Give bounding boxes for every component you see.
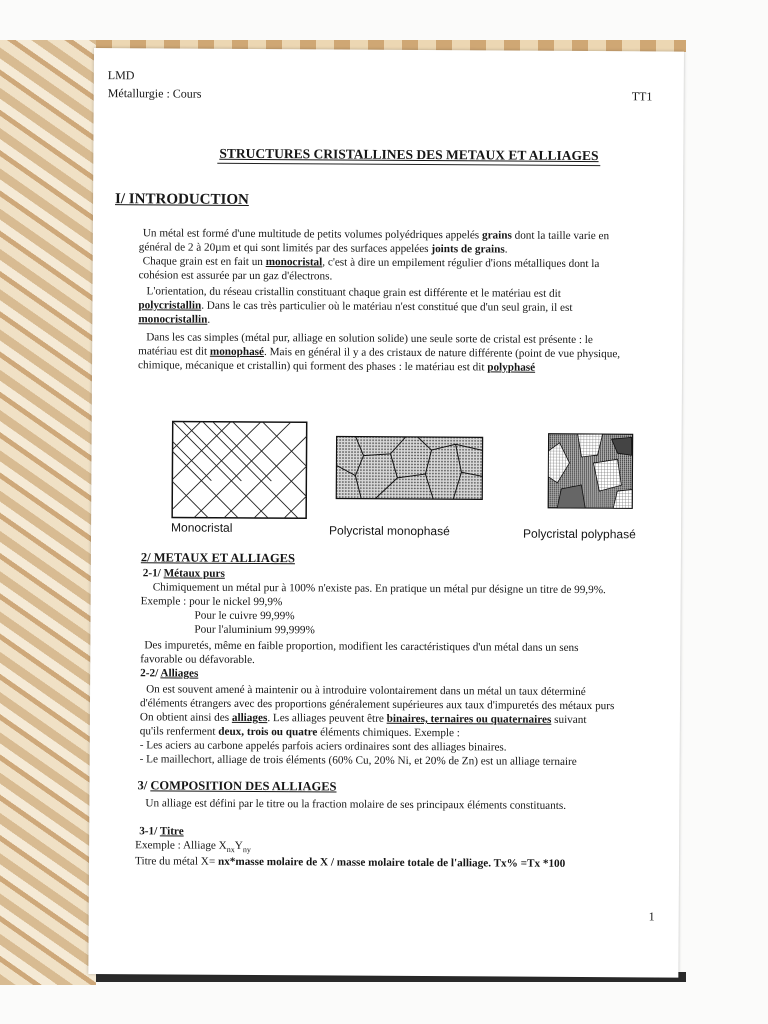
header-course-name: Métallurgie : Cours [107,86,202,101]
paragraph-line: On est souvent amené à maintenir ou à introduire volontairement dans un métal un taux déterminé [146,683,586,699]
paragraph-line: matériau est dit monophasé. Mais en général il y a des cristaux de nature différente (point de vue physique, [138,345,621,361]
paragraph-line: On obtient ainsi des alliages. Les alliages peuvent être binaires, ternaires ou quaternaires suivant [139,711,587,727]
subsection-heading-title: 3-1/ Titre [139,825,184,838]
formula-line: Titre du métal X= nx*masse molaire de X / masse molaire totale de l'alliage. Tx% =Tx *100 [134,855,566,870]
subsection-heading-alloys: 2-2/ Alliages [140,667,199,680]
monocrystal-diagram [171,420,308,519]
monophase-polycrystal-diagram [335,435,483,500]
paragraph-line: Exemple : pour le nickel 99,9% [140,595,283,609]
section-heading-introduction: I/ INTRODUCTION [115,191,249,208]
subsection-heading-pure-metals: 2-1/ Métaux purs [142,567,225,580]
paragraph-line: général de 2 à 20µm et qui sont limités par des surfaces appelées joints de grains. [138,241,508,256]
paragraph-line: chimique, mécanique et cristallin) qui forment des phases : le matériau est dit polyphasé [138,359,536,374]
paragraph-line: cohésion est assurée par un gaz d'électrons. [138,269,333,283]
paragraph-line: Chimiquement un métal pur à 100% n'existe pas. En pratique un métal pur désigne un titre de 99,9%. [152,581,606,597]
page-title: STRUCTURES CRISTALLINES DES METAUX ET ALLIAGES [217,145,600,166]
paragraph-line: Un alliage est défini par le titre ou la fraction molaire de ses principaux éléments constituants. [145,797,567,812]
header-chapter: TT1 [631,89,653,104]
paragraph-line: Exemple : Alliage $X_{nx}Y_{ny}$ [135,839,251,855]
paragraph-line: polycristallin. Dans le cas très particulier où le matériau n'est constitué que d'un seul grain, il est [138,299,573,314]
paragraph-line: Des impuretés, même en faible proportion, modifient les caractéristiques d'un métal dans un sens [144,639,579,654]
paragraph-line: d'éléments étrangers avec des proportions généralement supérieures aux taux d'impuretés des métaux purs [139,697,615,713]
paragraph-line: Un métal est formé d'une multitude de petits volumes polyédriques appelés grains dont la taille varie en [142,227,610,243]
paragraph-line: - Le maillechort, alliage de trois éléments (60% Cu, 20% Ni, et 20% de Zn) est un alliage ternaire [139,753,577,768]
section-heading-metals-alloys: 2/ METAUX ET ALLIAGES [140,550,296,566]
paragraph-line: Pour le cuivre 99,99% [194,609,295,623]
paragraph-line: L'orientation, du réseau cristallin constituant chaque grain est différente et le matériau est dit [146,285,561,300]
caption-monophase-polycrystal: Polycristal monophasé [329,523,450,539]
paragraph-line: favorable ou défavorable. [140,653,255,666]
caption-polyphase-polycrystal: Polycristal polyphasé [522,526,636,542]
paragraph-line: Pour l'aluminium 99,999% [194,623,315,637]
document-page [88,48,684,978]
polyphase-polycrystal-diagram [547,433,633,510]
section-heading-composition: 3/ COMPOSITION DES ALLIAGES [137,778,337,794]
paragraph-line: - Les aciers au carbone appelés parfois aciers ordinaires sont des alliages binaires. [139,739,507,754]
paragraph-line: monocristallin. [138,313,211,326]
paragraph-line: Chaque grain est en fait un monocristal, c'est à dire un empilement régulier d'ions métalliques dont la [142,255,600,271]
page-number: 1 [648,909,655,924]
paragraph-line: qu'ils renferment deux, trois ou quatre éléments chimiques. Exemple : [139,725,460,740]
caption-monocrystal: Monocristal [171,520,233,535]
header-course-code: LMD [107,68,135,83]
scan-edge-left [0,40,96,985]
paragraph-line: Dans les cas simples (métal pur, alliage en solution solide) une seule sorte de cristal est présente : le [146,331,593,347]
